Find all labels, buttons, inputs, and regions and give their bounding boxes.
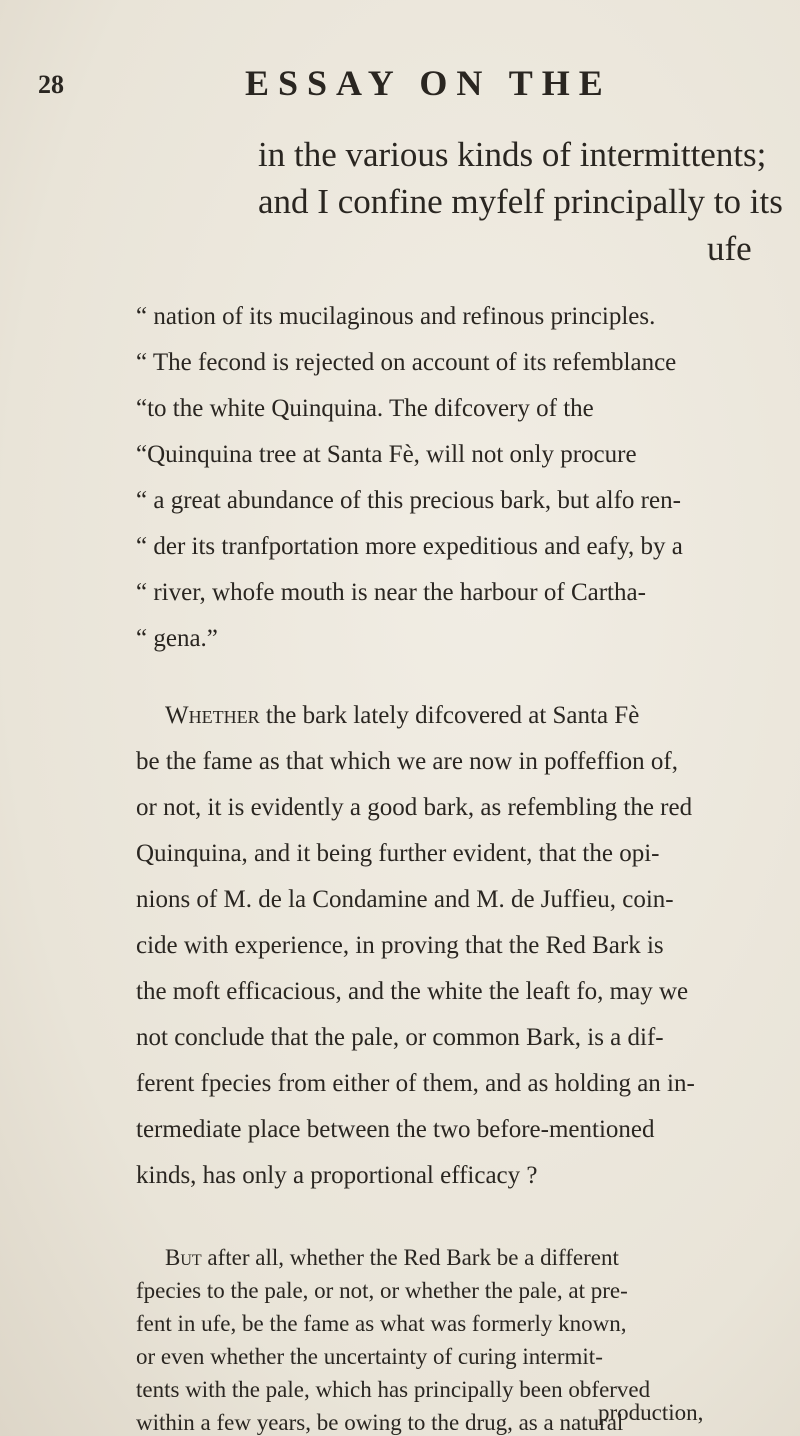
quote-line: “ nation of its mucilaginous and refinous principles.	[136, 303, 656, 330]
page-header	[38, 62, 778, 112]
text-line: ufe	[707, 229, 752, 268]
quote-line: “to the white Quinquina. The difcovery of the	[136, 395, 594, 422]
quote-line: “ gena.”	[136, 625, 218, 652]
quote-line: “ river, whofe mouth is near the harbour of Cartha-	[136, 579, 646, 606]
quote-line: “Quinquina tree at Santa Fè, will not only procure	[136, 441, 637, 468]
text-line: and I confine myfelf principally to its	[258, 182, 783, 221]
paragraph-line	[165, 702, 639, 730]
quote-line: “ a great abundance of this precious bark, but alfo ren-	[136, 487, 681, 514]
paragraph-lead: But	[165, 1245, 202, 1270]
catchword: production,	[598, 1400, 704, 1425]
quote-line: “ der its tranfportation more expeditious and eafy, by a	[136, 533, 683, 560]
paragraph-line: be the fame as that which we are now in poffeffion of,	[136, 748, 678, 775]
paragraph-line: kinds, has only a proportional efficacy ?	[136, 1162, 538, 1189]
paragraph-line: or even whether the uncertainty of curing intermit-	[136, 1344, 603, 1369]
paragraph-line: the moft efficacious, and the white the leaft fo, may we	[136, 978, 689, 1005]
paragraph-line: tents with the pale, which has principally been obferved	[136, 1377, 651, 1402]
quote-line: “ The fecond is rejected on account of its refemblance	[136, 349, 677, 376]
paragraph-lead: Whether	[165, 702, 260, 729]
paragraph-line: cide with experience, in proving that the Red Bark is	[136, 932, 664, 959]
paragraph-line: termediate place between the two before-mentioned	[136, 1116, 655, 1143]
paragraph-line: nions of M. de la Condamine and M. de Juffieu, coin-	[136, 886, 674, 913]
paragraph-line: Quinquina, and it being further evident, that the opi-	[136, 840, 660, 867]
paragraph-line: fent in ufe, be the fame as what was formerly known,	[136, 1311, 627, 1336]
paragraph-text: after all, whether the Red Bark be a different	[201, 1245, 619, 1270]
paragraph-line	[165, 1245, 619, 1271]
paragraph-line: fpecies to the pale, or not, or whether the pale, at pre-	[136, 1278, 628, 1303]
running-head: ESSAY ON THE	[245, 63, 612, 103]
paragraph-text: the bark lately difcovered at Santa Fè	[259, 702, 640, 729]
page-number: 28	[38, 70, 64, 99]
paragraph-line: within a few years, be owing to the drug, as a natural	[136, 1410, 624, 1435]
paragraph-line: or not, it is evidently a good bark, as refembling the red	[136, 794, 693, 821]
paragraph-line: ferent fpecies from either of them, and as holding an in-	[136, 1070, 695, 1097]
text-line: in the various kinds of intermittents;	[258, 135, 767, 174]
paragraph-line: not conclude that the pale, or common Bark, is a dif-	[136, 1024, 664, 1051]
